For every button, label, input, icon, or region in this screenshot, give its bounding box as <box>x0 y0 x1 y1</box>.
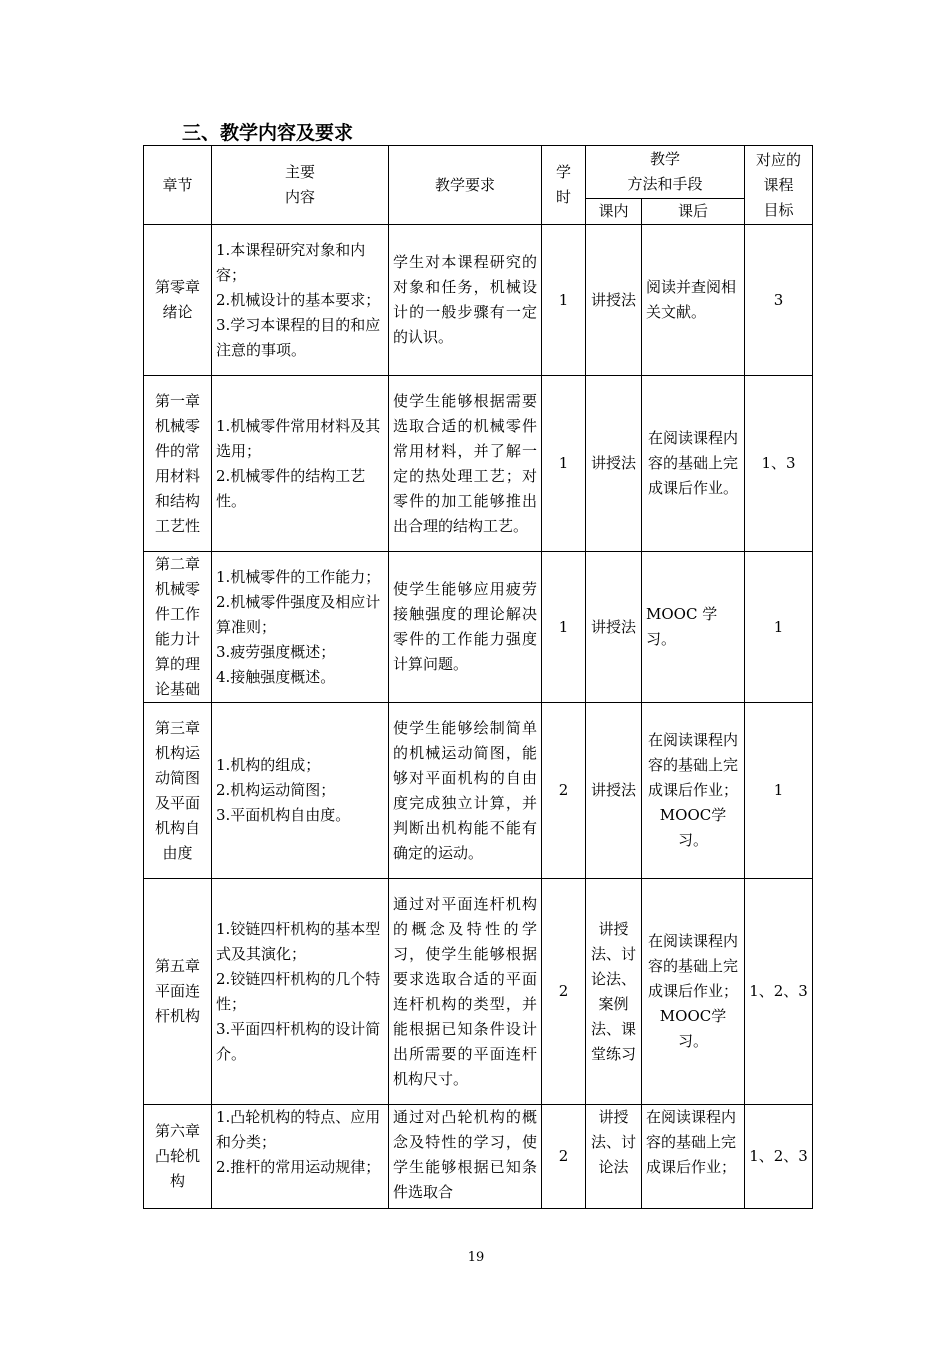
row-objective: 1、3 <box>745 376 813 552</box>
section-heading: 三、教学内容及要求 <box>182 122 354 144</box>
row-in-class: 讲授法 <box>586 225 642 376</box>
row-after-class: 阅读并查阅相关文献。 <box>642 225 745 376</box>
row-requirement: 学生对本课程研究的对象和任务，机械设计的一般步骤有一定的认识。 <box>389 225 542 376</box>
table-row <box>144 879 813 1105</box>
header-requirement: 教学要求 <box>389 146 542 225</box>
row-chapter: 第零章 绪论 <box>144 225 212 376</box>
header-method: 教学 方法和手段 <box>586 146 745 199</box>
table-row <box>144 552 813 703</box>
row-after-class: 在阅读课程内容的基础上完成课后作业； <box>642 1105 745 1209</box>
row-content: 1.机械零件的工作能力； 2.机械零件强度及相应计算准则； 3.疲劳强度概述； 4.接触强度概述。 <box>212 552 389 703</box>
row-content: 1.凸轮机构的特点、应用和分类； 2.推杆的常用运动规律； <box>212 1105 389 1209</box>
row-after-class: 在阅读课程内容的基础上完成课后作业。 <box>642 376 745 552</box>
row-in-class: 讲授法 <box>586 552 642 703</box>
row-hours: 1 <box>542 225 586 376</box>
row-hours: 2 <box>542 879 586 1105</box>
row-content: 1.机械零件常用材料及其选用； 2.机械零件的结构工艺性。 <box>212 376 389 552</box>
row-objective: 1、2、3 <box>745 1105 813 1209</box>
header-chapter: 章节 <box>144 146 212 225</box>
row-hours: 2 <box>542 1105 586 1209</box>
teaching-content-table <box>143 145 813 1209</box>
row-after-class: 在阅读课程内容的基础上完成课后作业；MOOC学习。 <box>642 703 745 879</box>
table-row <box>144 1105 813 1209</box>
row-objective: 1、2、3 <box>745 879 813 1105</box>
row-requirement: 通过对凸轮机构的概念及特性的学习，使学生能够根据已知条件选取合 <box>389 1105 542 1209</box>
header-after-class: 课后 <box>642 199 745 225</box>
row-chapter: 第二章机械零件工作能力计算的理论基础 <box>144 552 212 703</box>
row-content: 1.机构的组成； 2.机构运动简图； 3.平面机构自由度。 <box>212 703 389 879</box>
header-objective: 对应的 课程 目标 <box>745 146 813 225</box>
row-after-class: 在阅读课程内容的基础上完成课后作业；MOOC学习。 <box>642 879 745 1105</box>
row-after-class: MOOC 学习。 <box>642 552 745 703</box>
header-hours: 学 时 <box>542 146 586 225</box>
header-row-1 <box>144 146 813 199</box>
row-content: 1.铰链四杆机构的基本型式及其演化； 2.铰链四杆机构的几个特性； 3.平面四杆机构的设计简介。 <box>212 879 389 1105</box>
row-requirement: 使学生能够应用疲劳接触强度的理论解决零件的工作能力强度计算问题。 <box>389 552 542 703</box>
row-requirement: 使学生能够根据需要选取合适的机械零件常用材料，并了解一定的热处理工艺；对零件的加工能够推出出合理的结构工艺。 <box>389 376 542 552</box>
table-row <box>144 376 813 552</box>
row-objective: 1 <box>745 552 813 703</box>
row-hours: 2 <box>542 703 586 879</box>
row-hours: 1 <box>542 552 586 703</box>
row-in-class: 讲授法、讨论法 <box>586 1105 642 1209</box>
page-number: 19 <box>467 1250 485 1265</box>
row-requirement: 通过对平面连杆机构的概念及特性的学习，使学生能够根据要求选取合适的平面连杆机构的类型，并能根据已知条件设计出所需要的平面连杆机构尺寸。 <box>389 879 542 1105</box>
row-objective: 1 <box>745 703 813 879</box>
row-in-class: 讲授法 <box>586 703 642 879</box>
row-chapter: 第一章机械零件的常用材料和结构工艺性 <box>144 376 212 552</box>
row-in-class: 讲授法 <box>586 376 642 552</box>
table-row <box>144 225 813 376</box>
row-chapter: 第三章机构运动简图及平面机构自由度 <box>144 703 212 879</box>
row-chapter: 第五章平面连杆机构 <box>144 879 212 1105</box>
header-content: 主要 内容 <box>212 146 389 225</box>
row-objective: 3 <box>745 225 813 376</box>
row-chapter: 第六章凸轮机构 <box>144 1105 212 1209</box>
row-in-class: 讲授法、讨论法、案例法、课堂练习 <box>586 879 642 1105</box>
row-hours: 1 <box>542 376 586 552</box>
header-in-class: 课内 <box>586 199 642 225</box>
row-content: 1.本课程研究对象和内容； 2.机械设计的基本要求； 3.学习本课程的目的和应注意的事项。 <box>212 225 389 376</box>
table-row <box>144 703 813 879</box>
row-requirement: 使学生能够绘制简单的机械运动简图，能够对平面机构的自由度完成独立计算，并判断出机构能不能有确定的运动。 <box>389 703 542 879</box>
